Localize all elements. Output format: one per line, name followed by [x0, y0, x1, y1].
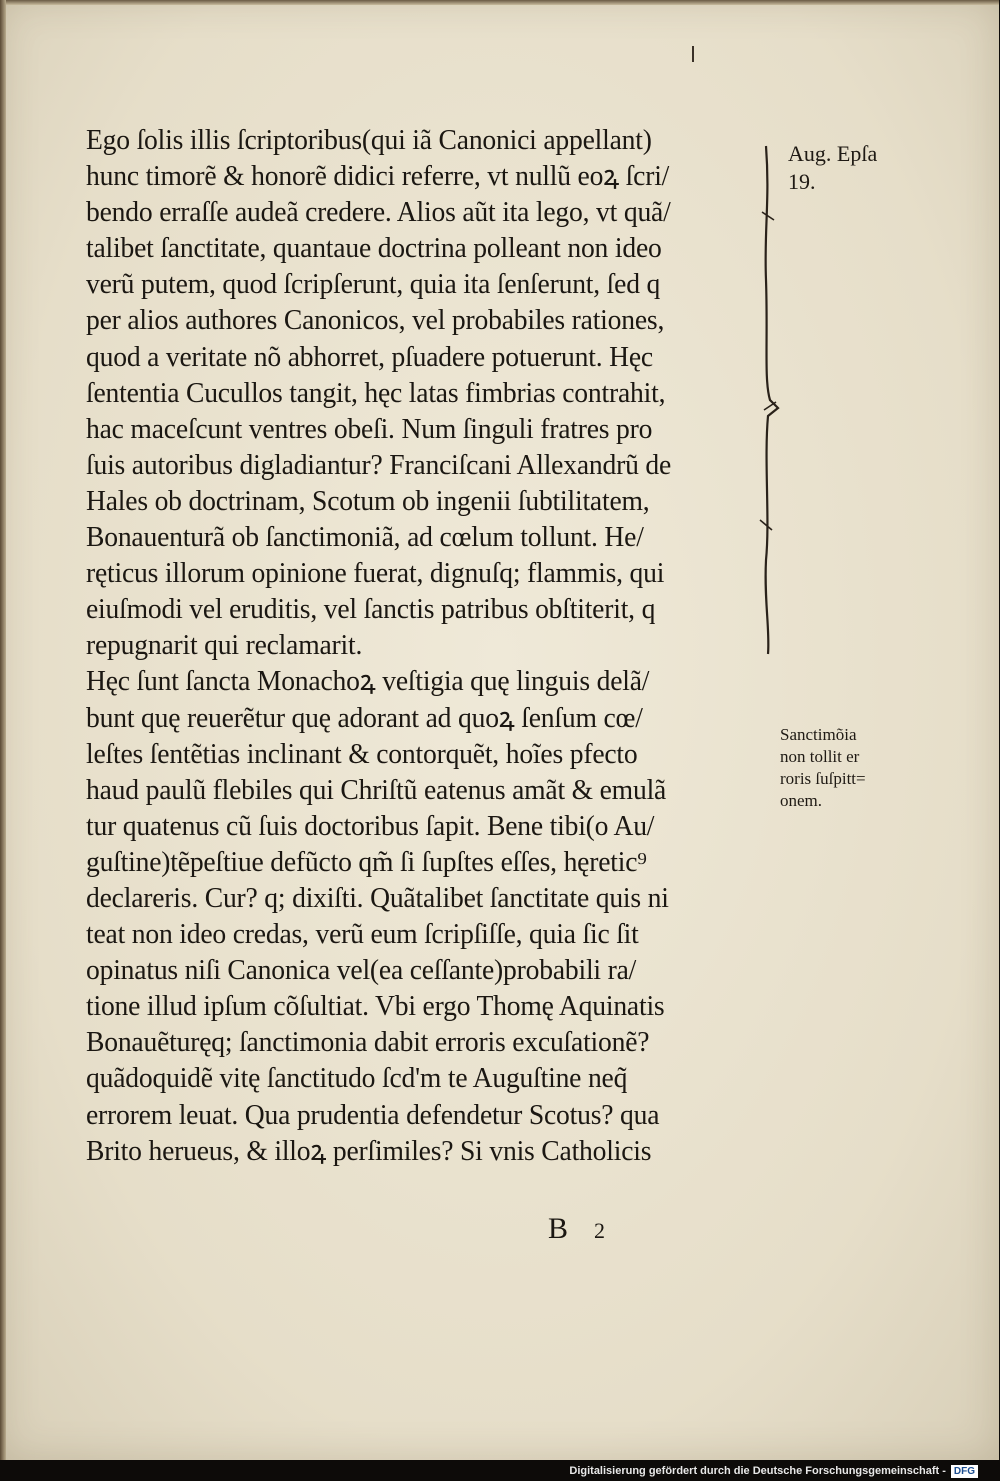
ink-tick-mark [692, 46, 694, 62]
marginal-note-line: 19. [788, 169, 816, 194]
page-edge-top [0, 0, 999, 5]
text-line: Bonauenturã ob ſanctimoniã, ad cœlum tollunt. He/ [86, 522, 644, 554]
text-line: Hęc ſunt ſancta Monachoꝝ veſtigia quę linguis delã/ [86, 666, 650, 698]
text-line: tione illud ipſum cõſultiat. Vbi ergo Thomę Aquinatis [86, 991, 665, 1023]
text-line: bunt quę reuerẽtur quę adorant ad quoꝝ ſenſum cœ/ [86, 702, 643, 734]
text-line: hunc timorẽ & honorẽ didici referre, vt nullũ eoꝝ ſcri/ [86, 161, 670, 193]
marginal-note-line: Sanctimõia [780, 725, 857, 744]
text-line: Hales ob doctrinam, Scotum ob ingenii ſubtilitatem, [86, 485, 650, 517]
text-line: errorem leuat. Qua prudentia defendetur Scotus? qua [86, 1099, 660, 1131]
text-line: teat non ideo credas, verũ eum ſcripſiſſe, quia ſic ſit [86, 919, 639, 951]
text-line: ſuis autoribus digladiantur? Franciſcani Allexandrũ de [86, 449, 672, 481]
marginal-note-sanctimonia [780, 724, 866, 812]
marginal-note-augustine [788, 140, 877, 196]
funding-text: Digitalisierung gefördert durch die Deutsche Forschungsgemeinschaft - [569, 1465, 946, 1477]
text-line: quod a veritate nõ abhorret, pſuadere potuerunt. Hęc [86, 341, 653, 373]
signature-letter: B [548, 1212, 569, 1245]
text-line: declareris. Cur? q; dixiſti. Quãtalibet ſanctitate quis ni [86, 882, 669, 914]
text-line: Bonauẽturęq; ſanctimonia dabit erroris excuſationẽ? [86, 1027, 650, 1059]
signature-number: 2 [594, 1218, 606, 1243]
funding-notice [569, 1463, 978, 1479]
text-line: Brito herueus, & illoꝝ perſimiles? Si vnis Catholicis [86, 1135, 652, 1167]
text-line: leſtes ſentẽtias inclinant & contorquẽt, hoĩes pfecto [86, 738, 638, 770]
text-line: ſententia Cucullos tangit, hęc latas fimbrias contrahit, [86, 377, 666, 409]
text-line: guſtine)tẽpeſtiue defũcto qm̃ ſi ſupſtes eſſes, hęretic⁹ [86, 846, 647, 878]
dfg-logo: DFG [951, 1465, 978, 1478]
marginal-note-line: Aug. Epſa [788, 141, 878, 166]
text-line: tur quatenus cũ ſuis doctoribus ſapit. Bene tibi(o Au/ [86, 810, 655, 842]
handwritten-bracket [758, 140, 782, 660]
main-text-block [86, 123, 776, 1170]
text-line: verũ putem, quod ſcripſerunt, quia ita ſenſerunt, ſed q [86, 269, 661, 301]
text-line: ręticus illorum opinione fuerat, dignuſq; flammis, qui [86, 558, 665, 590]
marginal-note-line: onem. [780, 791, 823, 810]
signature-mark [548, 1212, 605, 1246]
text-line: talibet ſanctitate, quantaue doctrina polleant non ideo [86, 233, 662, 265]
text-line: Ego ſolis illis ſcriptoribus(qui iã Canonici appellant) [86, 125, 652, 156]
marginal-note-line: non tollit er [780, 747, 860, 766]
text-line: bendo erraſſe audeã credere. Alios aũt ita lego, vt quã/ [86, 197, 671, 229]
marginal-note-line: roris ſuſpitt= [780, 769, 866, 788]
text-line: eiuſmodi vel eruditis, vel ſanctis patribus obſtiterit, q [86, 594, 656, 626]
text-line: hac maceſcunt ventres obeſi. Num ſinguli fratres pro [86, 413, 653, 445]
text-line: opinatus niſi Canonica vel(ea ceſſante)probabili ra/ [86, 955, 637, 987]
page-edge-left [0, 0, 6, 1460]
text-line: repugnarit qui reclamarit. [86, 630, 363, 662]
text-line: haud paulũ flebiles qui Chriſtũ eatenus amãt & emulã [86, 774, 667, 806]
text-line: per alios authores Canonicos, vel probabiles rationes, [86, 305, 665, 337]
text-line: quãdoquidẽ vitę ſanctitudo ſcd'm te Auguſtine neq̃ [86, 1063, 628, 1095]
